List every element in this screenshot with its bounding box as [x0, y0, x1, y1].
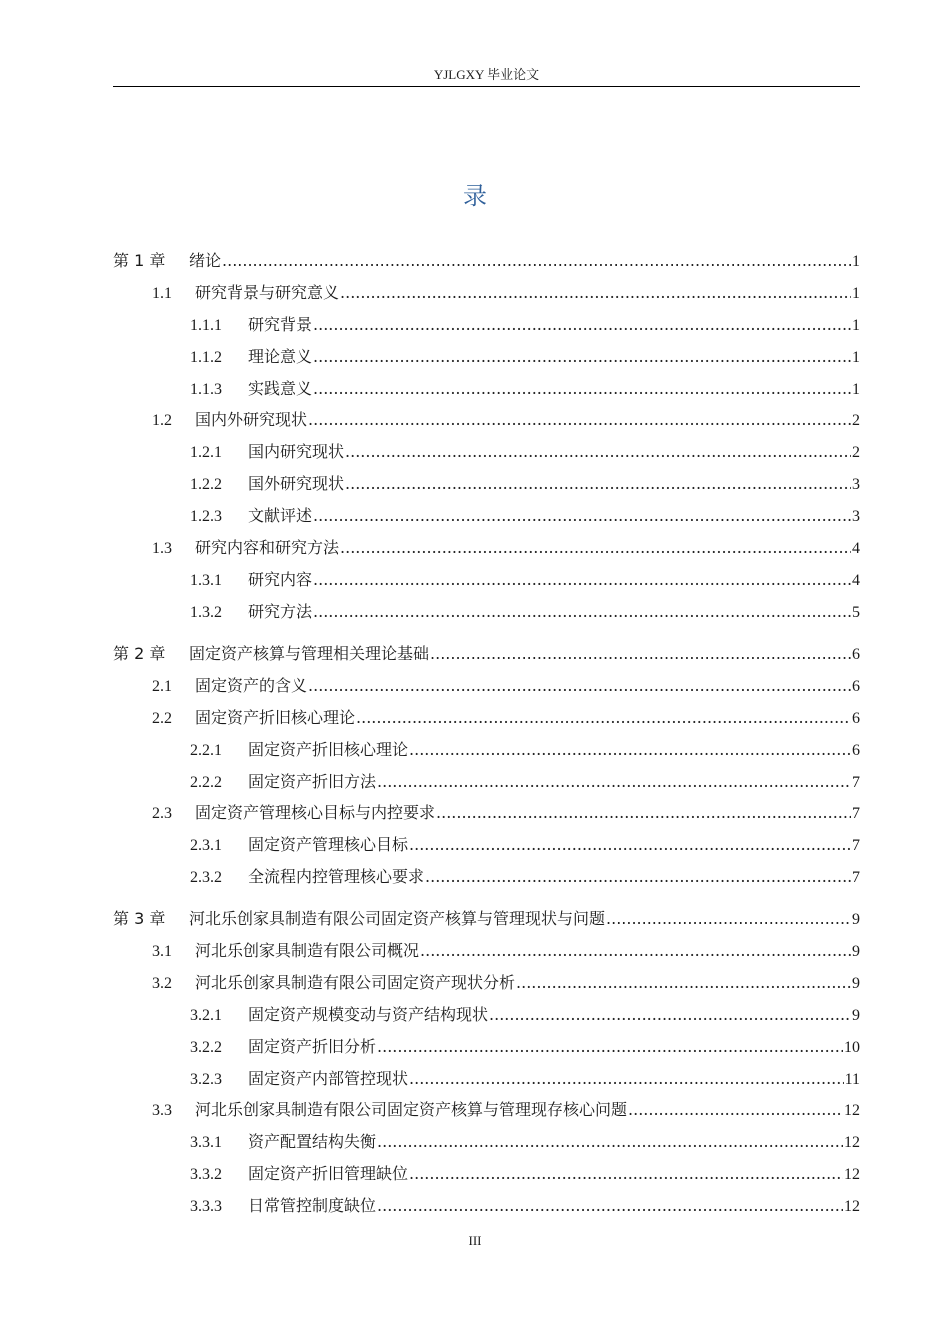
toc-entry[interactable]: [113, 1067, 860, 1091]
toc-entry-title: 国内研究现状: [248, 442, 345, 461]
toc-entry-page: 6: [852, 678, 860, 695]
toc-entry-number: 1.1.1: [190, 317, 222, 334]
toc-entry-number: 1.1.3: [190, 381, 222, 398]
toc-entry-lead: [113, 504, 312, 529]
toc-entry-number: 3.2: [152, 975, 172, 992]
toc-entry-page: 7: [852, 837, 860, 854]
toc-dot-leader: [308, 674, 851, 698]
toc-entry-lead: [113, 377, 312, 402]
toc-entry[interactable]: [113, 377, 860, 401]
toc-entry-title: 研究内容和研究方法: [195, 538, 340, 557]
toc-dot-leader: [377, 1194, 843, 1218]
toc-entry[interactable]: [113, 536, 860, 560]
toc-entry[interactable]: [113, 1162, 860, 1186]
toc-entry[interactable]: [113, 472, 860, 496]
toc-dot-leader: [313, 568, 851, 592]
toc-dot-leader: [409, 738, 851, 762]
toc-dot-leader: [345, 440, 851, 464]
toc-entry-number: 3.1: [152, 943, 172, 960]
toc-entry-title: 河北乐创家具制造有限公司固定资产核算与管理现存核心问题: [195, 1100, 628, 1119]
toc-dot-leader: [420, 939, 851, 963]
toc-entry[interactable]: [113, 674, 860, 698]
toc-entry-number: 1.2.2: [190, 476, 222, 493]
toc-entry[interactable]: [113, 249, 860, 273]
toc-entry[interactable]: [113, 1003, 860, 1027]
toc-dot-leader: [313, 345, 851, 369]
toc-entry-lead: [113, 833, 408, 858]
toc-entry-page: 9: [852, 943, 860, 960]
toc-dot-leader: [340, 536, 851, 560]
toc-entry[interactable]: [113, 345, 860, 369]
toc-entry-page: 4: [852, 572, 860, 589]
toc-entry-lead: [113, 313, 312, 338]
toc-entry-page: 7: [852, 805, 860, 822]
toc-entry-lead: [113, 1194, 376, 1219]
toc-entry-number: 3.3: [152, 1102, 172, 1119]
toc-entry-page: 7: [852, 774, 860, 791]
toc-entry-lead: [113, 865, 424, 890]
toc-dot-leader: [340, 281, 851, 305]
toc-entry[interactable]: [113, 770, 860, 794]
toc-entry-number: 第 2 章: [113, 644, 166, 663]
toc-entry-page: 1: [852, 317, 860, 334]
toc-entry-number: 3.3.1: [190, 1134, 222, 1151]
toc-entry-lead: [113, 674, 307, 699]
toc-entry-title: 日常管控制度缺位: [248, 1196, 377, 1215]
toc-entry-title: 固定资产折旧核心理论: [195, 708, 356, 727]
toc-entry-lead: [113, 249, 221, 273]
toc-dot-leader: [409, 833, 851, 857]
toc-entry-page: 9: [852, 975, 860, 992]
toc-entry[interactable]: [113, 738, 860, 762]
toc-entry-page: 12: [844, 1166, 860, 1183]
toc-entry-number: 2.2: [152, 710, 172, 727]
toc-entry-page: 1: [852, 381, 860, 398]
toc-entry-number: 2.3.2: [190, 869, 222, 886]
toc-entry-page: 5: [852, 604, 860, 621]
toc-dot-leader: [377, 1130, 843, 1154]
toc-entry-number: 1.1.2: [190, 349, 222, 366]
toc-entry-lead: [113, 440, 344, 465]
toc-entry-number: 1.3: [152, 540, 172, 557]
toc-entry-lead: [113, 770, 376, 795]
toc-entry[interactable]: [113, 642, 860, 666]
toc-entry-number: 3.3.2: [190, 1166, 222, 1183]
toc-dot-leader: [313, 600, 851, 624]
toc-dot-leader: [377, 770, 851, 794]
toc-entry-number: 3.3.3: [190, 1198, 222, 1215]
toc-entry-number: 2.2.1: [190, 742, 222, 759]
header-rule: [113, 86, 860, 87]
toc-entry[interactable]: [113, 504, 860, 528]
toc-entry-number: 1.1: [152, 285, 172, 302]
toc-entry-lead: [113, 801, 435, 826]
toc-entry-title: 河北乐创家具制造有限公司固定资产核算与管理现状与问题: [189, 909, 606, 928]
toc-entry-page: 1: [852, 285, 860, 302]
toc-dot-leader: [409, 1067, 844, 1091]
toc-entry-page: 6: [852, 710, 860, 727]
toc-entry-lead: [113, 939, 419, 964]
toc-entry-lead: [113, 1003, 488, 1028]
toc-entry-title: 研究内容: [248, 570, 313, 589]
toc-entry-lead: [113, 738, 408, 763]
toc-entry-lead: [113, 536, 339, 561]
toc-dot-leader: [489, 1003, 851, 1027]
toc-entry-lead: [113, 1130, 376, 1155]
toc-entry-page: 9: [852, 911, 860, 928]
toc-entry[interactable]: [113, 971, 860, 995]
toc-entry-lead: [113, 1067, 408, 1092]
toc-entry-page: 2: [852, 444, 860, 461]
toc-entry-title: 固定资产折旧分析: [248, 1037, 377, 1056]
toc-entry-lead: [113, 1162, 408, 1187]
toc-dot-leader: [313, 504, 851, 528]
toc-entry-number: 1.2.1: [190, 444, 222, 461]
toc-entry-lead: [113, 642, 429, 666]
toc-entry[interactable]: [113, 706, 860, 730]
toc-dot-leader: [436, 801, 851, 825]
toc-entry-lead: [113, 1098, 627, 1123]
toc-entry-lead: [113, 281, 339, 306]
toc-entry-title: 研究背景与研究意义: [195, 283, 340, 302]
toc-entry-title: 固定资产的含义: [195, 676, 308, 695]
toc-entry[interactable]: [113, 1130, 860, 1154]
toc-entry-title: 研究方法: [248, 602, 313, 621]
toc-entry-page: 1: [852, 253, 860, 270]
toc-dot-leader: [222, 249, 851, 273]
toc-entry-title: 固定资产内部管控现状: [248, 1069, 409, 1088]
toc-entry-title: 河北乐创家具制造有限公司固定资产现状分析: [195, 973, 516, 992]
toc-entry-page: 6: [852, 646, 860, 663]
toc-entry-title: 固定资产核算与管理相关理论基础: [189, 644, 430, 663]
toc-entry-title: 固定资产管理核心目标: [248, 835, 409, 854]
toc-entry-page: 9: [852, 1007, 860, 1024]
toc-entry-lead: [113, 971, 515, 996]
toc-entry-number: 1.2.3: [190, 508, 222, 525]
toc-dot-leader: [628, 1098, 843, 1122]
toc-entry-page: 1: [852, 349, 860, 366]
toc-entry-lead: [113, 408, 307, 433]
toc-entry-title: 固定资产折旧核心理论: [248, 740, 409, 759]
toc-entry-number: 3.2.1: [190, 1007, 222, 1024]
toc-entry-number: 3.2.2: [190, 1039, 222, 1056]
running-header: YJLGXY 毕业论文: [433, 67, 540, 82]
toc-entry-page: 12: [844, 1198, 860, 1215]
toc-entry-lead: [113, 600, 312, 625]
toc-entry-title: 实践意义: [248, 379, 313, 398]
toc-dot-leader: [430, 642, 851, 666]
toc-dot-leader: [377, 1035, 843, 1059]
toc-entry[interactable]: [113, 1098, 860, 1122]
toc-entry-lead: [113, 568, 312, 593]
toc-entry-lead: [113, 706, 355, 731]
toc-entry-page: 4: [852, 540, 860, 557]
page-number-footer: III: [468, 1233, 482, 1248]
toc-entry-lead: [113, 472, 344, 497]
toc-entry-title: 理论意义: [248, 347, 313, 366]
toc-entry-number: 2.3.1: [190, 837, 222, 854]
toc-entry-title: 资产配置结构失衡: [248, 1132, 377, 1151]
toc-entry[interactable]: [113, 833, 860, 857]
toc-entry-title: 研究背景: [248, 315, 313, 334]
toc-dot-leader: [345, 472, 851, 496]
toc-entry-number: 3.2.3: [190, 1071, 222, 1088]
toc-entry-page: 3: [852, 476, 860, 493]
toc-entry-page: 12: [844, 1102, 860, 1119]
toc-entry[interactable]: [113, 865, 860, 889]
toc-entry-title: 全流程内控管理核心要求: [248, 867, 425, 886]
toc-dot-leader: [356, 706, 851, 730]
toc-entry-title: 文献评述: [248, 506, 313, 525]
toc-dot-leader: [516, 971, 851, 995]
toc-entry[interactable]: [113, 1194, 860, 1218]
toc-entry-lead: [113, 1035, 376, 1060]
toc-entry-number: 2.1: [152, 678, 172, 695]
toc-entry[interactable]: [113, 440, 860, 464]
toc-entry-number: 1.2: [152, 412, 172, 429]
toc-entry-number: 第 3 章: [113, 909, 166, 928]
toc-entry-title: 河北乐创家具制造有限公司概况: [195, 941, 420, 960]
toc-entry[interactable]: [113, 801, 860, 825]
toc-entry[interactable]: [113, 408, 860, 432]
toc-entry-number: 1.3.2: [190, 604, 222, 621]
toc-dot-leader: [308, 408, 851, 432]
toc-entry[interactable]: [113, 1035, 860, 1059]
toc-entry-page: 6: [852, 742, 860, 759]
toc-dot-leader: [425, 865, 851, 889]
toc-entry-title: 国外研究现状: [248, 474, 345, 493]
toc-entry-title: 固定资产管理核心目标与内控要求: [195, 803, 436, 822]
toc-dot-leader: [409, 1162, 843, 1186]
toc-entry-page: 3: [852, 508, 860, 525]
toc-entry-title: 绪论: [189, 251, 222, 270]
toc-entry-lead: [113, 345, 312, 370]
toc-dot-leader: [606, 907, 851, 931]
toc-entry-title: 固定资产规模变动与资产结构现状: [248, 1005, 489, 1024]
toc-dot-leader: [313, 313, 851, 337]
toc-entry-number: 2.3: [152, 805, 172, 822]
toc-entry-number: 第 1 章: [113, 251, 166, 270]
toc-entry-page: 12: [844, 1134, 860, 1151]
toc-entry-page: 10: [844, 1039, 860, 1056]
toc-entry[interactable]: [113, 939, 860, 963]
toc-entry[interactable]: [113, 568, 860, 592]
toc-entry[interactable]: [113, 313, 860, 337]
toc-entry[interactable]: [113, 907, 860, 931]
toc-entry-page: 7: [852, 869, 860, 886]
toc-title: 录: [463, 182, 487, 210]
toc-entry-number: 1.3.1: [190, 572, 222, 589]
toc-dot-leader: [313, 377, 851, 401]
toc-entry-page: 11: [844, 1071, 860, 1088]
toc-entry[interactable]: [113, 281, 860, 305]
toc-entry-title: 固定资产折旧方法: [248, 772, 377, 791]
toc-entry-title: 固定资产折旧管理缺位: [248, 1164, 409, 1183]
toc-entry[interactable]: [113, 600, 860, 624]
toc-entry-lead: [113, 907, 605, 931]
toc-entry-page: 2: [852, 412, 860, 429]
toc-entry-number: 2.2.2: [190, 774, 222, 791]
toc-entry-title: 国内外研究现状: [195, 410, 308, 429]
